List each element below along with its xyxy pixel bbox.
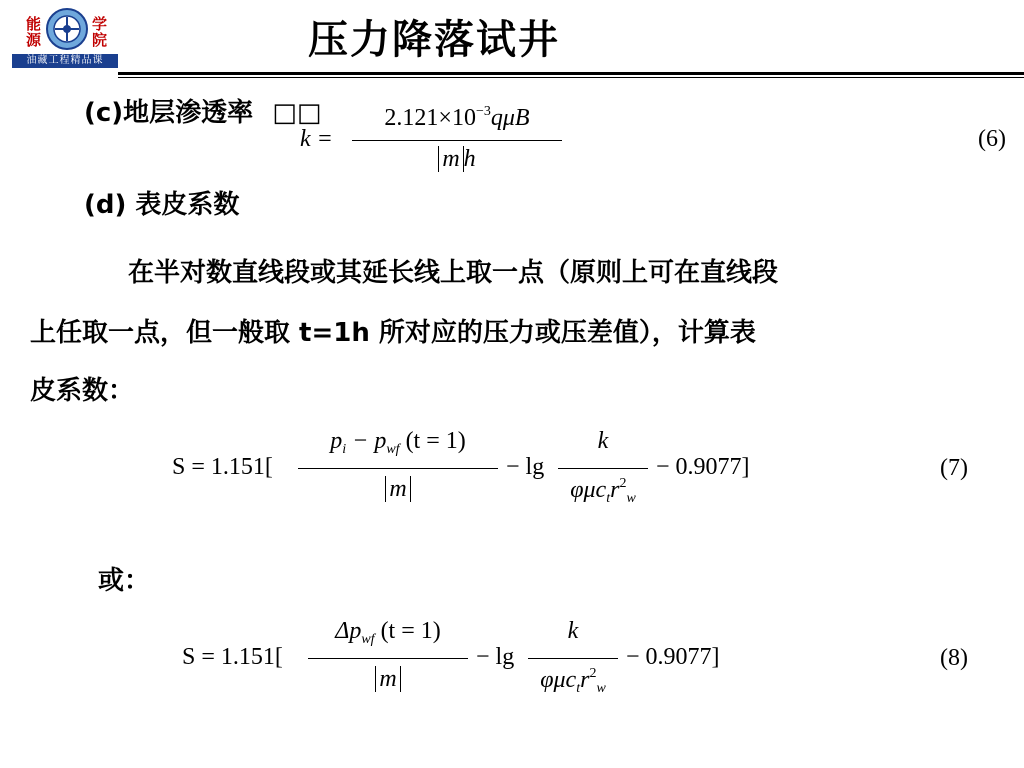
eq6-exp: −3 xyxy=(475,104,491,119)
eq6-m: m xyxy=(438,146,463,172)
section-c-label xyxy=(84,92,321,129)
eq7-t: (t = 1) xyxy=(399,428,466,454)
eq7-lg: − lg xyxy=(506,454,545,480)
eq8-number: (8) xyxy=(940,645,968,671)
section-d-label: (d) 表皮系数 xyxy=(84,190,240,220)
emblem-icon xyxy=(46,8,88,50)
eq6-fraction-line xyxy=(352,140,562,141)
eq7-r-sup: 2 xyxy=(619,476,627,491)
eq8-m: m xyxy=(375,666,400,692)
eq8-t: (t = 1) xyxy=(374,618,441,644)
eq8-fraction-line-1 xyxy=(308,658,468,659)
eq8-t-sub: t xyxy=(576,681,581,696)
eq7-numerator xyxy=(298,428,498,458)
section-c-text: (c)地层渗透率 xyxy=(84,98,254,128)
paragraph-line-3: 皮系数： xyxy=(30,376,135,406)
eq8-w-sub: w xyxy=(596,681,606,696)
equation-6 xyxy=(300,104,570,184)
eq7-tail: − 0.9077] xyxy=(656,454,750,480)
eq6-numerator xyxy=(352,104,562,132)
equation-7 xyxy=(172,424,792,516)
eq6-denominator xyxy=(352,146,562,173)
eq6-coef: 2.121×10 xyxy=(384,105,476,131)
eq8-denominator xyxy=(308,666,468,693)
eq7-wf: wf xyxy=(386,442,400,457)
eq8-wf: wf xyxy=(361,632,375,647)
eq8-fraction-line-2 xyxy=(528,658,618,659)
eq7-w-sub: w xyxy=(626,491,636,506)
logo-banner: 油藏工程精品课 xyxy=(12,54,118,68)
missing-glyph-boxes: □□ xyxy=(272,98,322,128)
eq7-minus-p: − p xyxy=(346,428,387,454)
eq8-lg: − lg xyxy=(476,644,515,670)
eq8-numerator xyxy=(308,618,468,648)
eq8-phi-mu-c: φμc xyxy=(540,667,577,693)
eq7-i: i xyxy=(342,442,347,457)
eq7-phi-mu-c: φμc xyxy=(570,477,607,503)
eq7-denominator xyxy=(298,476,498,503)
eq7-p: p xyxy=(330,428,343,454)
university-logo xyxy=(12,6,118,68)
eq8-lhs: S = 1.151[ xyxy=(182,644,283,670)
page-title: 压力降落试井 xyxy=(308,17,560,63)
or-label: 或： xyxy=(98,566,151,596)
title-rule-thin xyxy=(118,77,1024,78)
eq8-delta-p: Δp xyxy=(335,618,362,644)
eq7-number: (7) xyxy=(940,455,968,481)
eq6-qub: qμB xyxy=(490,105,530,131)
eq7-lhs: S = 1.151[ xyxy=(172,454,273,480)
eq6-number: (6) xyxy=(978,126,1006,152)
eq6-h: h xyxy=(463,146,476,172)
eq7-m: m xyxy=(385,476,410,502)
eq6-lhs: k = xyxy=(300,126,333,152)
eq8-frac2-den xyxy=(528,666,618,697)
eq7-fraction-line-2 xyxy=(558,468,648,469)
paragraph-line-2: 上任取一点，但一般取 t=1h 所对应的压力或压差值），计算表 xyxy=(30,318,756,348)
eq8-r: r xyxy=(580,667,590,693)
eq7-frac2-num: k xyxy=(597,428,609,454)
logo-left-chars: 能 源 xyxy=(26,15,42,49)
equation-8 xyxy=(182,614,772,706)
eq7-t-sub: t xyxy=(606,491,611,506)
eq7-r: r xyxy=(610,477,620,503)
logo-right-chars: 学 院 xyxy=(92,15,108,49)
eq8-r-sup: 2 xyxy=(589,666,597,681)
eq8-frac2-num: k xyxy=(567,618,579,644)
eq8-tail: − 0.9077] xyxy=(626,644,720,670)
title-rule-thick xyxy=(118,72,1024,75)
eq7-frac2-den xyxy=(558,476,648,507)
paragraph-line-1: 在半对数直线段或其延长线上取一点（原则上可在直线段 xyxy=(128,258,779,288)
eq7-fraction-line-1 xyxy=(298,468,498,469)
